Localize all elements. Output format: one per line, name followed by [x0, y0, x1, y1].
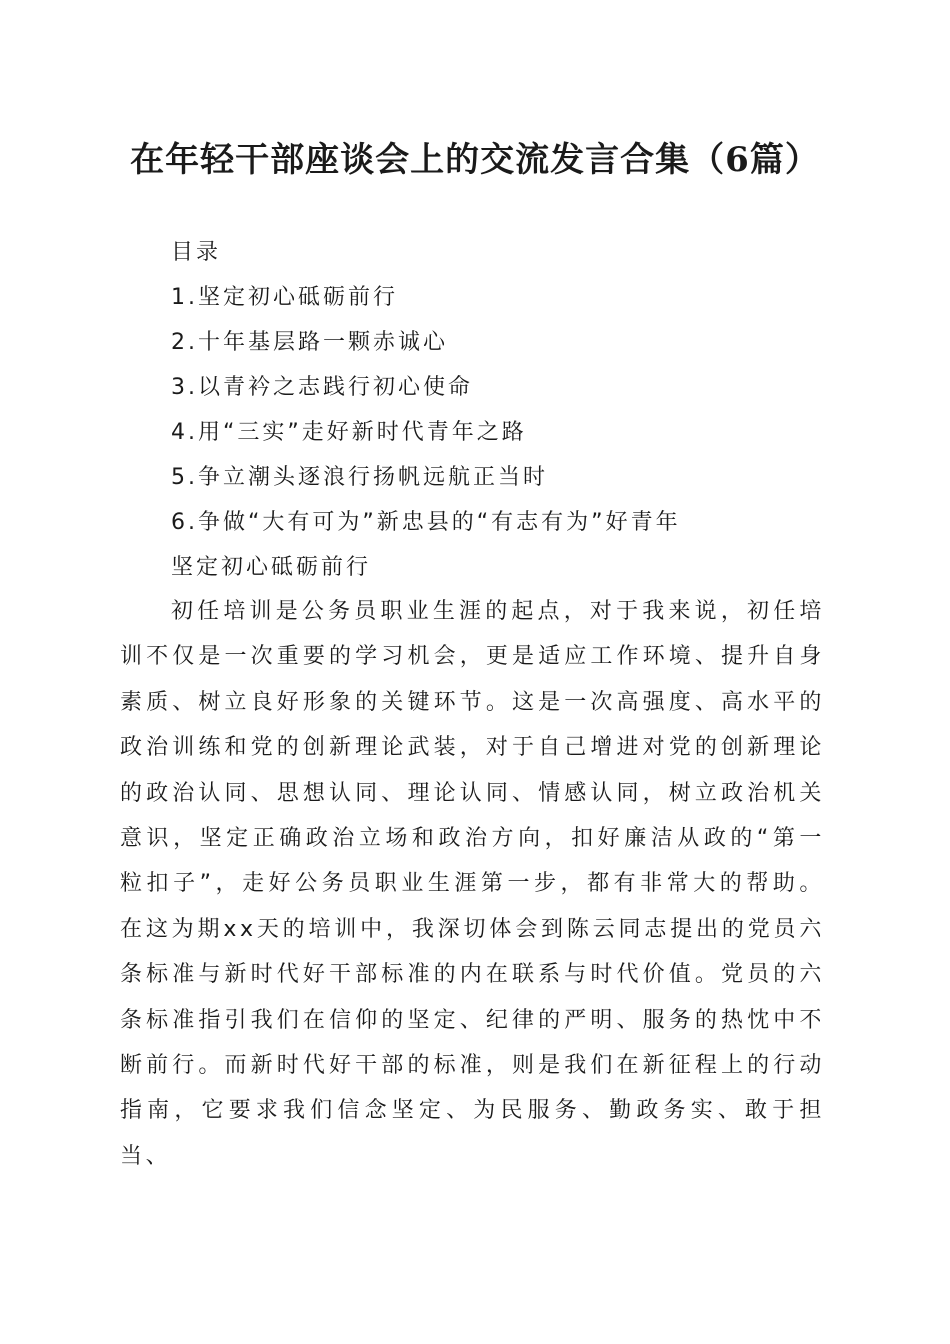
section-heading: 坚定初心砥砺前行 — [171, 555, 372, 580]
body-paragraph: 初任培训是公务员职业生涯的起点，对于我来说，初任培训不仅是一次重要的学习机会，更是适应工作环境、提升自身素质、树立良好形象的关键环节。这是一次高强度、高水平的政治训练和党的创新理论武装，对于自己增进对党的创新理论的政治认同、思想认同、理论认同、情感认同，树立政治机关意识，坚定正确政治立场和政治方向，扣好廉洁从政的“第一粒扣子”，走好公务员职业生涯第一步，都有非常大的帮助。在这为期xx天的培训中，我深切体会到陈云同志提出的党员六条标准与新时代好干部标准的内在联系与时代价值。党员的六条标准指引我们在信仰的坚定、纪律的严明、服务的热忱中不断前行。而新时代好干部的标准，则是我们在新征程上的行动指南，它要求我们信念坚定、为民服务、勤政务实、敢于担当、 — [120, 599, 825, 1169]
toc-item: 6.争做“大有可为”新忠县的“有志有为”好青年 — [171, 510, 681, 535]
toc-item: 3.以青衿之志践行初心使命 — [171, 375, 473, 400]
document-title: 在年轻干部座谈会上的交流发言合集（6篇） — [130, 140, 820, 180]
toc-item: 2.十年基层路一颗赤诚心 — [171, 330, 448, 355]
toc-item: 5.争立潮头逐浪行扬帆远航正当时 — [171, 465, 548, 490]
table-of-contents — [171, 230, 681, 590]
toc-heading: 目录 — [171, 240, 222, 265]
toc-item: 1.坚定初心砥砺前行 — [171, 285, 398, 310]
toc-item: 4.用“三实”走好新时代青年之路 — [171, 420, 527, 445]
